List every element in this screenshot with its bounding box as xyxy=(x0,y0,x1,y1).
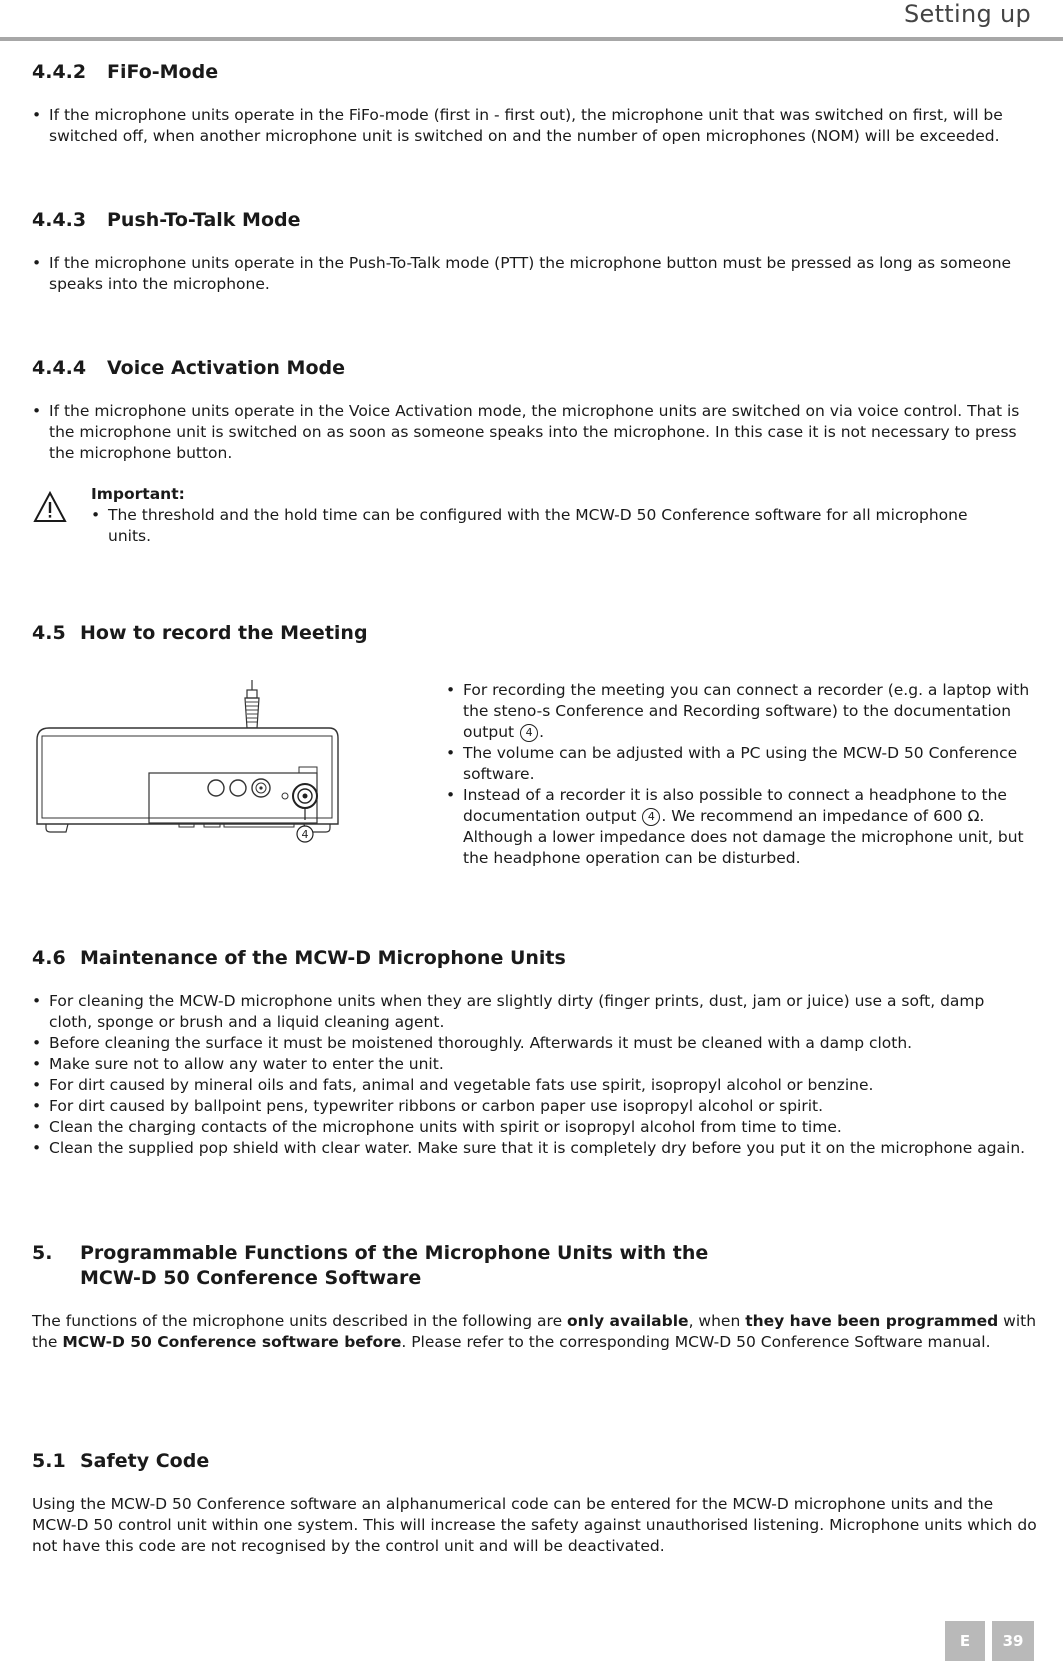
section-title: Safety Code xyxy=(80,1450,210,1472)
section-title: Maintenance of the MCW-D Microphone Units xyxy=(80,947,566,969)
programmable-functions-intro: The functions of the microphone units described in the following are only available, when they have been programmed with the MCW-D 50 Conference software before. Please refer to the corresponding MCW-D 50 Conference Software manual. xyxy=(32,1312,1037,1351)
list-item: • For cleaning the MCW-D microphone units when they are slightly dirty (finger prints, dust, jam or juice) use a soft, damp cloth, sponge or brush and a liquid cleaning agent. xyxy=(32,991,1032,1033)
maintenance-bullet-list xyxy=(32,991,1032,1159)
list-item: • If the microphone units operate in the Push-To-Talk mode (PTT) the microphone button must be pressed as long as someone speaks into the microphone. xyxy=(32,253,1032,295)
list-item: • Make sure not to allow any water to enter the unit. xyxy=(32,1054,1032,1075)
voice-activation-bullet-list xyxy=(32,401,1032,464)
section-title-line2: MCW-D 50 Conference Software xyxy=(80,1267,422,1289)
callout-number: 4 xyxy=(301,828,309,841)
list-item: • For dirt caused by mineral oils and fats, animal and vegetable fats use spirit, isopropyl alcohol or benzine. xyxy=(32,1075,1032,1096)
list-item: • Before cleaning the surface it must be moistened thoroughly. Afterwards it must be cleaned with a damp cloth. xyxy=(32,1033,1032,1054)
list-item: • If the microphone units operate in the Voice Activation mode, the microphone units are switched on via voice control. That is the microphone unit is switched on as soon as someone speaks into the microphone. In this case it is not necessary to press the microphone button. xyxy=(32,401,1032,464)
section-title: Voice Activation Mode xyxy=(107,357,346,379)
list-item: • Clean the charging contacts of the microphone units with spirit or isopropyl alcohol from time to time. xyxy=(32,1117,1032,1138)
section-heading-4-4-2 xyxy=(32,60,218,85)
section-number: 4.5 xyxy=(32,622,66,644)
recording-bullet-list xyxy=(446,680,1036,869)
header-divider xyxy=(0,37,1063,41)
section-number: 4.4.4 xyxy=(32,357,87,379)
page-header-title: Setting up xyxy=(903,0,1031,28)
list-item: • Instead of a recorder it is also possible to connect a headphone to the documentation output 4 . We recommend an impedance of 600 Ω. Although a lower impedance does not damage the microphone unit, but the headphone operation can be disturbed. xyxy=(446,785,1036,869)
list-item: • The threshold and the hold time can be configured with the MCW-D 50 Conference software for all microphone units. xyxy=(91,505,1011,547)
section-number: 5. xyxy=(32,1242,53,1264)
important-note-list xyxy=(91,505,1011,547)
section-title: How to record the Meeting xyxy=(80,622,368,644)
section-heading-4-6 xyxy=(32,946,566,971)
section-number: 5.1 xyxy=(32,1450,66,1472)
section-title: Programmable Functions of the Microphone Units with the xyxy=(80,1242,709,1264)
chapter-heading-5 xyxy=(32,1241,708,1291)
page-number-badge: 39 xyxy=(992,1621,1034,1661)
output-reference-badge: 4 xyxy=(520,724,538,742)
microphone-unit-rear-illustration xyxy=(34,676,344,851)
output-reference-badge: 4 xyxy=(642,808,660,826)
section-heading-5-1 xyxy=(32,1449,209,1474)
list-item: • For recording the meeting you can connect a recorder (e.g. a laptop with the steno-s Conference and Recording software) to the documentation output 4 . xyxy=(446,680,1036,743)
section-heading-4-4-3 xyxy=(32,208,301,233)
language-badge: E xyxy=(945,1621,985,1661)
list-item: • If the microphone units operate in the FiFo-mode (first in - first out), the microphone unit that was switched on first, will be switched off, when another microphone unit is switched on and the number of open microphones (NOM) will be exceeded. xyxy=(32,105,1032,147)
section-heading-4-4-4 xyxy=(32,356,345,381)
section-number: 4.4.2 xyxy=(32,61,87,83)
safety-code-paragraph: Using the MCW-D 50 Conference software an alphanumerical code can be entered for the MCW-D microphone units and the MCW-D 50 control unit within one system. This will increase the safety against unauthorised listening. Microphone units which do not have this code are not recognised by the control unit and will be deactivated. xyxy=(32,1495,1037,1555)
important-label: Important: xyxy=(91,485,185,503)
section-title: FiFo-Mode xyxy=(107,61,219,83)
list-item: • For dirt caused by ballpoint pens, typewriter ribbons or carbon paper use isopropyl alcohol or spirit. xyxy=(32,1096,1032,1117)
section-title: Push-To-Talk Mode xyxy=(107,209,301,231)
list-item: • Clean the supplied pop shield with clear water. Make sure that it is completely dry before you put it on the microphone again. xyxy=(32,1138,1032,1159)
section-heading-4-5 xyxy=(32,621,368,646)
section-number: 4.6 xyxy=(32,947,66,969)
warning-triangle-icon xyxy=(33,491,67,523)
ptt-bullet-list xyxy=(32,253,1032,295)
list-item: • The volume can be adjusted with a PC using the MCW-D 50 Conference software. xyxy=(446,743,1036,785)
fifo-bullet-list xyxy=(32,105,1032,147)
section-number: 4.4.3 xyxy=(32,209,87,231)
